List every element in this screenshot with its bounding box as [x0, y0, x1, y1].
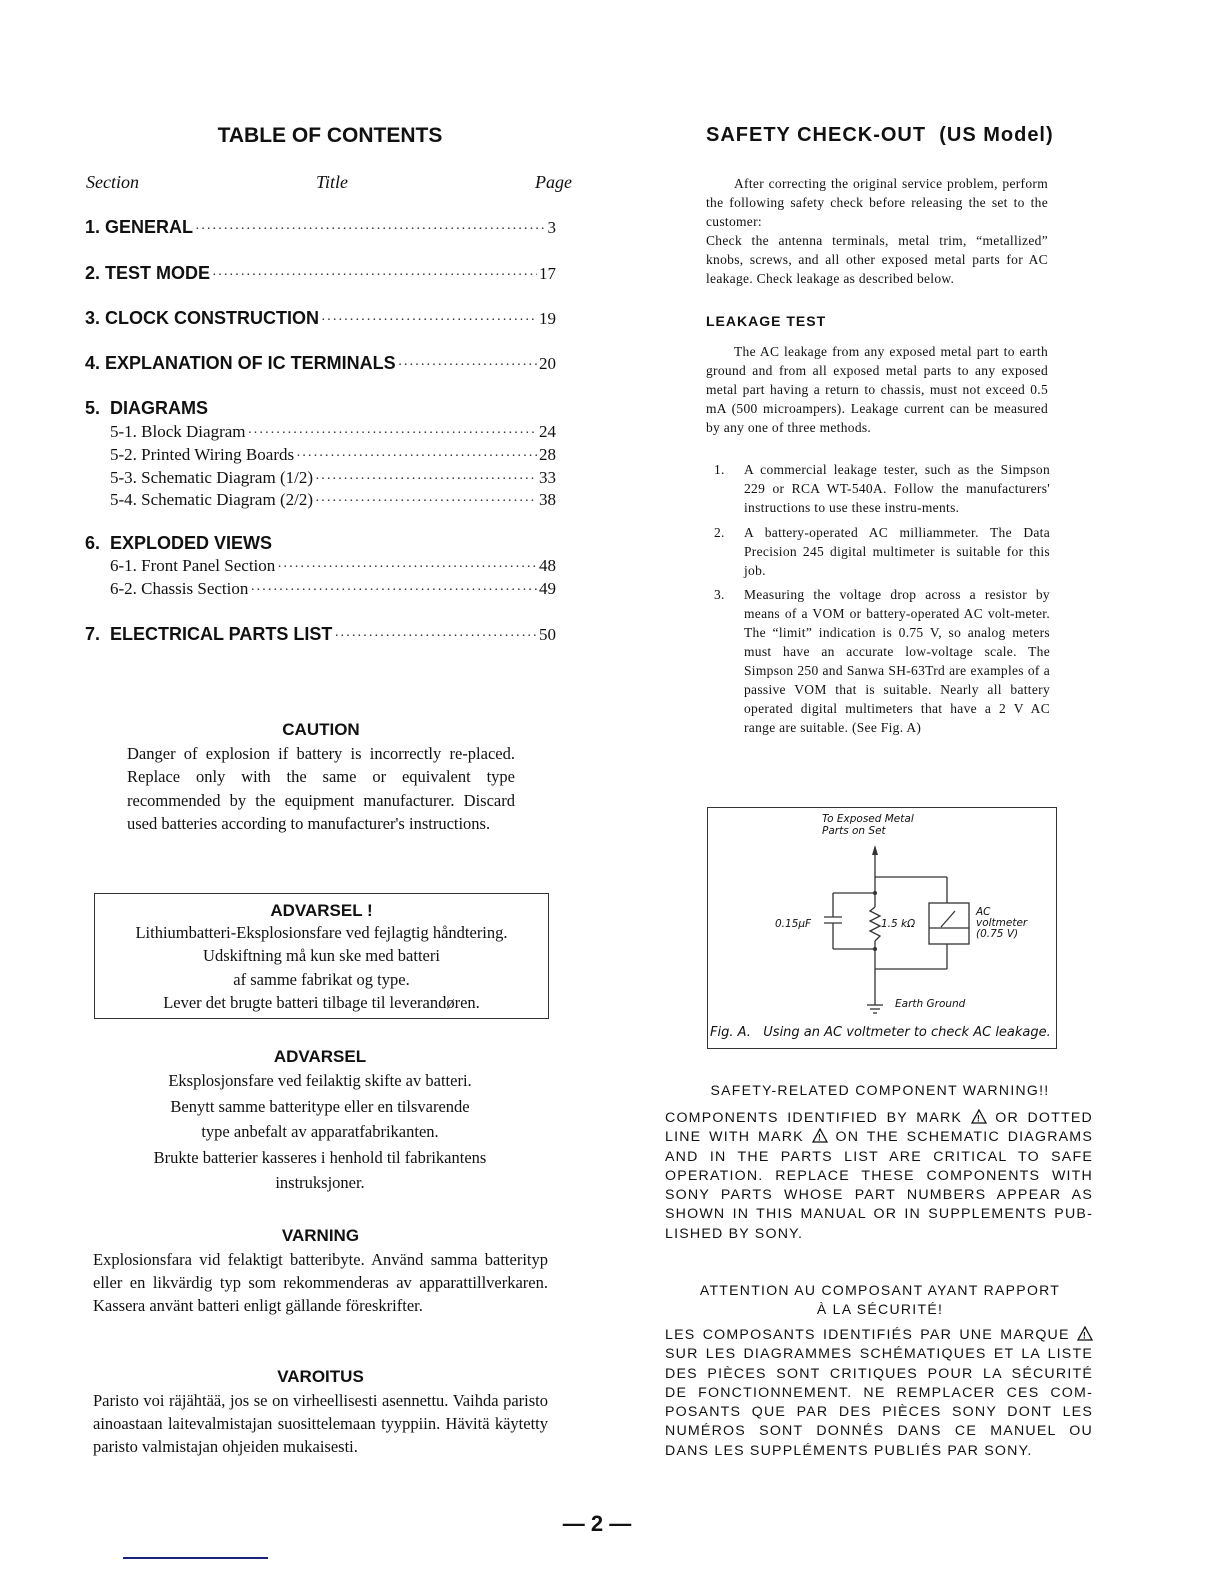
toc-entry-page: 17 [539, 264, 556, 283]
toc-entry-label: 5-2. Printed Wiring Boards [110, 445, 295, 464]
toc-entry-diagrams[interactable]: 5. DIAGRAMS [85, 398, 209, 418]
toc-entry-page: 38 [539, 490, 556, 509]
toc-entry-label: 6-1. Front Panel Section [110, 556, 276, 575]
figure-label-exposed-metal [822, 813, 914, 837]
toc-column-title: Title [316, 172, 349, 192]
leader-dots [195, 222, 545, 238]
toc-entry-label: 5-3. Schematic Diagram (1/2) [110, 468, 313, 487]
method-text: Measuring the voltage drop across a resistor by means of a VOM or battery-operated AC volt-meter. The “limit” indication is 0.75 V, so analog meters must have an accurate low-voltage scale. The Simpson 250 and Sanwa SH-63Trd are examples of a passive VOM that is suitable. Nearly all battery operated digital multimeters that have a 2 V AC range are suitable. (See Fig. A) [744, 587, 1050, 735]
svg-text:!: ! [817, 1132, 822, 1143]
toc-entry-label: 1. GENERAL [85, 217, 194, 237]
method-item [706, 461, 1050, 518]
leader-dots [277, 560, 537, 576]
safety-title-text: SAFETY CHECK-OUT [706, 124, 927, 146]
warning-text-part: SUR LES DIAGRAMMES SCHÉMATIQUES ET LA LISTE DES PIÈCES SONT CRITIQUES POUR LA SÉCURITÉ DE FONCTIONNEMENT. NE REMPLACER CES COM-POSANTS QUE PAR DES PIÈCES SONY DONT LES NUMÉROS SONT DONNÉS DANS CE MANUEL OU DANS LES SUPPLÉMENTS PUBLIÉS PAR SONY. [665, 1346, 1093, 1459]
figure-label-line: To Exposed Metal [822, 813, 914, 825]
leader-dots [398, 358, 537, 374]
toc-entry-page: 24 [539, 422, 556, 441]
method-number: 1. [714, 462, 725, 477]
leader-dots [321, 313, 537, 329]
advarsel-dk-line: Udskiftning må kun ske med batteri [203, 946, 440, 966]
warning-text-part: ON THE SCHEMATIC DIAGRAMS AND IN THE PARTS LIST ARE CRITICAL TO SAFE OPERATION. REPLACE THESE COMPONENTS WITH SONY PARTS WHOSE PART NUMBERS APPEAR AS SHOWN IN THIS MANUAL OR IN SUPPLEMENTS PUB-LISHED BY SONY. [665, 1129, 1093, 1242]
figure-caption [710, 1025, 1051, 1040]
advarsel-dk-line: Lever det brugte batteri tilbage til leverandøren. [163, 992, 480, 1012]
leakage-test-title: LEAKAGE TEST [706, 313, 827, 329]
leader-dots [296, 449, 537, 465]
leakage-test-text: The AC leakage from any exposed metal part to earth ground and from all exposed metal parts to any exposed metal part having a return to chassis, must not exceed 0.5 mA (500 microampers). Leakage current can be measured by any one of three methods. [706, 344, 1048, 435]
toc-subentry-front-panel[interactable] [110, 556, 556, 576]
voltmeter-label-line: AC [976, 906, 991, 918]
page-number: — 2 — [562, 1511, 632, 1536]
method-text: A commercial leakage tester, such as the Simpson 229 or RCA WT-540A. Follow the manufacturers' instructions to use these instru-ments. [744, 462, 1050, 515]
attention-fr-title [660, 1281, 1100, 1319]
toc-entry-test-mode[interactable] [85, 263, 556, 284]
toc-entry-page: 33 [539, 468, 556, 487]
toc-entry-general[interactable] [85, 217, 556, 238]
toc-subentry-chassis[interactable] [110, 579, 556, 599]
toc-subentry-printed-wiring-boards[interactable] [110, 445, 556, 465]
toc-entry-page: 50 [539, 625, 556, 644]
capacitor-label: 0.15µF [775, 918, 812, 930]
advarsel-dk-line: Lithiumbatteri-Eksplosionsfare ved fejlagtig håndtering. [135, 923, 508, 942]
toc-entry-label: 7. ELECTRICAL PARTS LIST [85, 624, 333, 644]
earth-ground-label: Earth Ground [895, 998, 966, 1010]
warning-text-part: COMPONENTS IDENTIFIED BY MARK [665, 1110, 963, 1126]
warning-text-part: OR DOTTED LINE WITH MARK [665, 1110, 1093, 1146]
toc-subentry-schematic-1[interactable] [110, 468, 556, 488]
svg-text:!: ! [976, 1113, 981, 1124]
figure-label-line: Parts on Set [822, 825, 886, 837]
advarsel-dk-line: af samme fabrikat og type. [233, 969, 410, 989]
method-text: A battery-operated AC milliammeter. The Data Precision 245 digital multimeter is suitable for this job. [744, 524, 1050, 578]
toc-entry-page: 49 [539, 579, 556, 598]
safety-intro-1: After correcting the original service problem, perform the following safety check before releasing the set to the customer: [706, 176, 1048, 229]
toc-title: TABLE OF CONTENTS [217, 124, 443, 147]
toc-entry-page: 3 [547, 218, 556, 237]
toc-entry-label: 6-2. Chassis Section [110, 579, 249, 598]
footer-rule [123, 1557, 268, 1559]
toc-entry-clock-construction[interactable] [85, 308, 556, 329]
leakage-methods-list [706, 461, 1050, 738]
leader-dots [315, 494, 537, 510]
advarsel-no-line: type anbefalt av apparatfabrikanten. [201, 1122, 439, 1141]
safety-title-model: (US Model) [939, 124, 1054, 146]
voltmeter-label-line: voltmeter [976, 917, 1028, 929]
toc-entry-label: 2. TEST MODE [85, 263, 211, 283]
toc-entry-label: 5-4. Schematic Diagram (2/2) [110, 490, 313, 509]
toc-entry-exploded-views[interactable]: 6. EXPLODED VIEWS [85, 533, 273, 553]
advarsel-no-line: Eksplosjonsfare ved feilaktig skifte av batteri. [168, 1071, 472, 1090]
safety-triangle-icon [1077, 1326, 1093, 1341]
leader-dots [334, 629, 537, 645]
method-number: 3. [714, 587, 725, 603]
toc-entry-page: 19 [539, 309, 556, 328]
leader-dots [248, 426, 538, 442]
method-number: 2. [714, 524, 725, 540]
toc-entry-label: 4. EXPLANATION OF IC TERMINALS [85, 353, 396, 373]
safety-triangle-icon [971, 1109, 987, 1124]
varoitus-text: Paristo voi räjähtää, jos se on virheellisesti asennettu. Vaihda paristo ainoastaan laitevalmistajan suosittelemaan tyyppiin. Hävitä käytetty paristo valmistajan ohjeiden mukaisesti. [93, 1391, 548, 1456]
toc-entry-electrical-parts-list[interactable] [85, 624, 556, 645]
svg-text:!: ! [1082, 1330, 1088, 1341]
varoitus-title: VAROITUS [277, 1367, 364, 1386]
method-item [706, 524, 1050, 581]
leader-dots [315, 472, 537, 488]
toc-subentry-schematic-2[interactable] [110, 490, 556, 510]
figure-caption-text: Using an AC voltmeter to check AC leakage. [763, 1025, 1051, 1040]
leader-dots [250, 583, 537, 599]
caution-title: CAUTION [282, 720, 360, 739]
resistor-label: 1.5 kΩ [881, 918, 916, 930]
advarsel-no-line: Brukte batterier kasseres i henhold til fabrikantens [153, 1147, 487, 1167]
toc-entry-label: 5-1. Block Diagram [110, 422, 246, 441]
voltmeter-label-line: (0.75 V) [976, 928, 1019, 940]
toc-entry-page: 48 [539, 556, 556, 575]
figure-caption-number: Fig. A. [710, 1025, 751, 1040]
safety-title [706, 124, 1054, 147]
varning-title: VARNING [281, 1226, 360, 1245]
caution-text: Danger of explosion if battery is incorrectly re-placed. Replace only with the same or equivalent type recommended by the equipment manufacturer. Discard used batteries according to manufacturer's instructions. [127, 744, 515, 833]
toc-entry-ic-terminals[interactable] [85, 353, 556, 374]
advarsel-no-line: Benytt samme batteritype eller en tilsvarende [170, 1096, 470, 1116]
advarsel-no-title: ADVARSEL [273, 1047, 367, 1066]
safety-intro-2: Check the antenna terminals, metal trim, “metallized” knobs, screws, and all other exposed metal parts for AC leakage. Check leakage as described below. [706, 233, 1048, 286]
toc-entry-label: 3. CLOCK CONSTRUCTION [85, 308, 319, 328]
method-item [706, 586, 1050, 737]
advarsel-dk-title: ADVARSEL ! [270, 901, 373, 920]
safety-warning-text [665, 1109, 1093, 1244]
warning-text-part: LES COMPOSANTS IDENTIFIÉS PAR UNE MARQUE [665, 1327, 1070, 1343]
advarsel-dk-box [94, 893, 549, 1019]
toc-column-section: Section [86, 172, 139, 192]
voltmeter-label [976, 907, 1027, 940]
attention-fr-title-line: ATTENTION AU COMPOSANT AYANT RAPPORT [699, 1282, 1061, 1298]
attention-fr-text [665, 1326, 1093, 1461]
varning-text: Explosionsfara vid felaktigt batteribyte. Använd samma batterityp eller en likvärdig typ som rekommenderas av apparattillverkaren. Kassera använt batteri enligt gällande föreskrifter. [93, 1250, 548, 1315]
safety-warning-title: SAFETY-RELATED COMPONENT WARNING!! [710, 1082, 1050, 1098]
toc-entry-page: 20 [539, 354, 556, 373]
leader-dots [212, 268, 537, 284]
toc-column-page: Page [535, 172, 572, 192]
toc-entry-page: 28 [539, 445, 556, 464]
safety-triangle-icon [812, 1128, 828, 1143]
advarsel-no-line: instruksjoner. [275, 1173, 365, 1192]
advarsel-no-text [85, 1068, 555, 1196]
toc-subentry-block-diagram[interactable] [110, 422, 556, 442]
attention-fr-title-line: À LA SÉCURITÉ! [816, 1301, 944, 1317]
